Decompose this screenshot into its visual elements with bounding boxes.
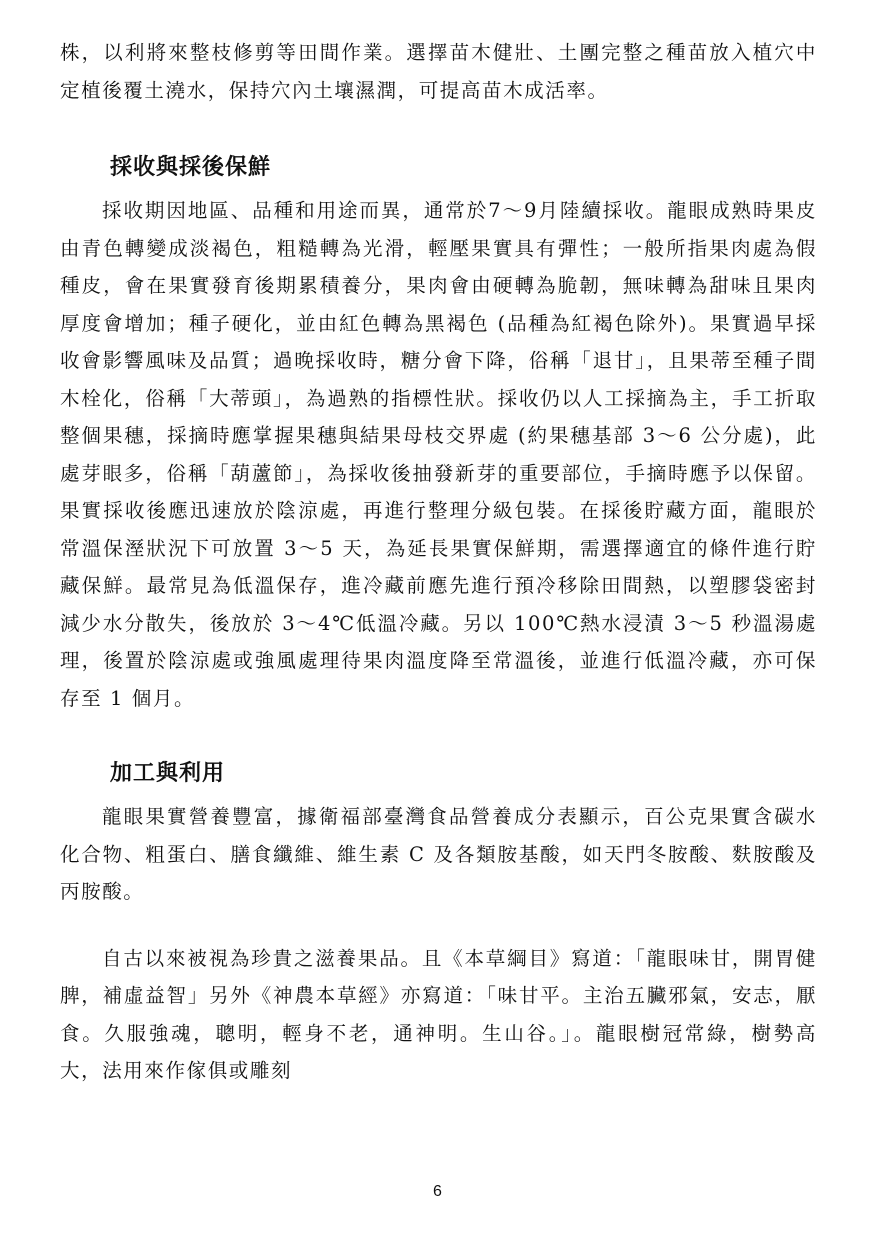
intro-paragraph: 株，以利將來整枝修剪等田間作業。選擇苗木健壯、土團完整之種苗放入植穴中定植後覆土澆水，保持穴內土壤濕潤，可提高苗木成活率。 (60, 41, 817, 102)
section-heading-processing: 加工與利用 (110, 761, 226, 786)
processing-paragraph-nutrition: 龍眼果實營養豐富，據衛福部臺灣食品營養成分表顯示，百公克果實含碳水化合物、粗蛋白、膳食纖維、維生素 C 及各類胺基酸，如天門冬胺酸、麩胺酸及丙胺酸。 (60, 805, 817, 903)
page-number: 6 (433, 1183, 442, 1200)
document-page (60, 34, 817, 1090)
section-heading-harvest: 採收與採後保鮮 (110, 155, 272, 180)
harvest-paragraph: 採收期因地區、品種和用途而異，通常於7～9月陸續採收。龍眼成熟時果皮由青色轉變成淡褐色，粗糙轉為光滑，輕壓果實具有彈性；一般所指果肉處為假種皮，會在果實發育後期累積養分，果肉會由硬轉為脆韌，無味轉為甜味且果肉厚度會增加；種子硬化，並由紅色轉為黑褐色 (品種為紅褐色除外)。果實過早採收會影響風味及品質；過晚採收時，糖分會下降，俗稱「退甘」，且果蒂至種子間木栓化，俗稱「大蒂頭」，為過熟的指標性狀。採收仍以人工採摘為主，手工折取整個果穗，採摘時應掌握果穗與結果母枝交界處 (約果穗基部 3～6 公分處)，此處芽眼多，俗稱「葫蘆節」，為採收後抽發新芽的重要部位，手摘時應予以保留。果實採收後應迅速放於陰涼處，再進行整理分級包裝。在採後貯藏方面，龍眼於常溫保溼狀況下可放置 3～5 天，為延長果實保鮮期，需選擇適宜的條件進行貯藏保鮮。最常見為低溫保存，進冷藏前應先進行預冷移除田間熱，以塑膠袋密封減少水分散失，後放於 3～4℃低溫冷藏。另以 100℃熱水浸漬 3～5 秒溫湯處理，後置於陰涼處或強風處理待果肉溫度降至常溫後，並進行低溫冷藏，亦可保存至 1 個月。 (60, 199, 817, 710)
processing-paragraph-history: 自古以來被視為珍貴之滋養果品。且《本草綱目》寫道：「龍眼味甘，開胃健脾，補虛益智」另外《神農本草經》亦寫道：「味甘平。主治五臟邪氣，安志，厭食。久服強魂，聰明，輕身不老，通神明。生山谷。」。龍眼樹冠常綠，樹勢高大，法用來作傢俱或雕刻 (60, 946, 817, 1082)
